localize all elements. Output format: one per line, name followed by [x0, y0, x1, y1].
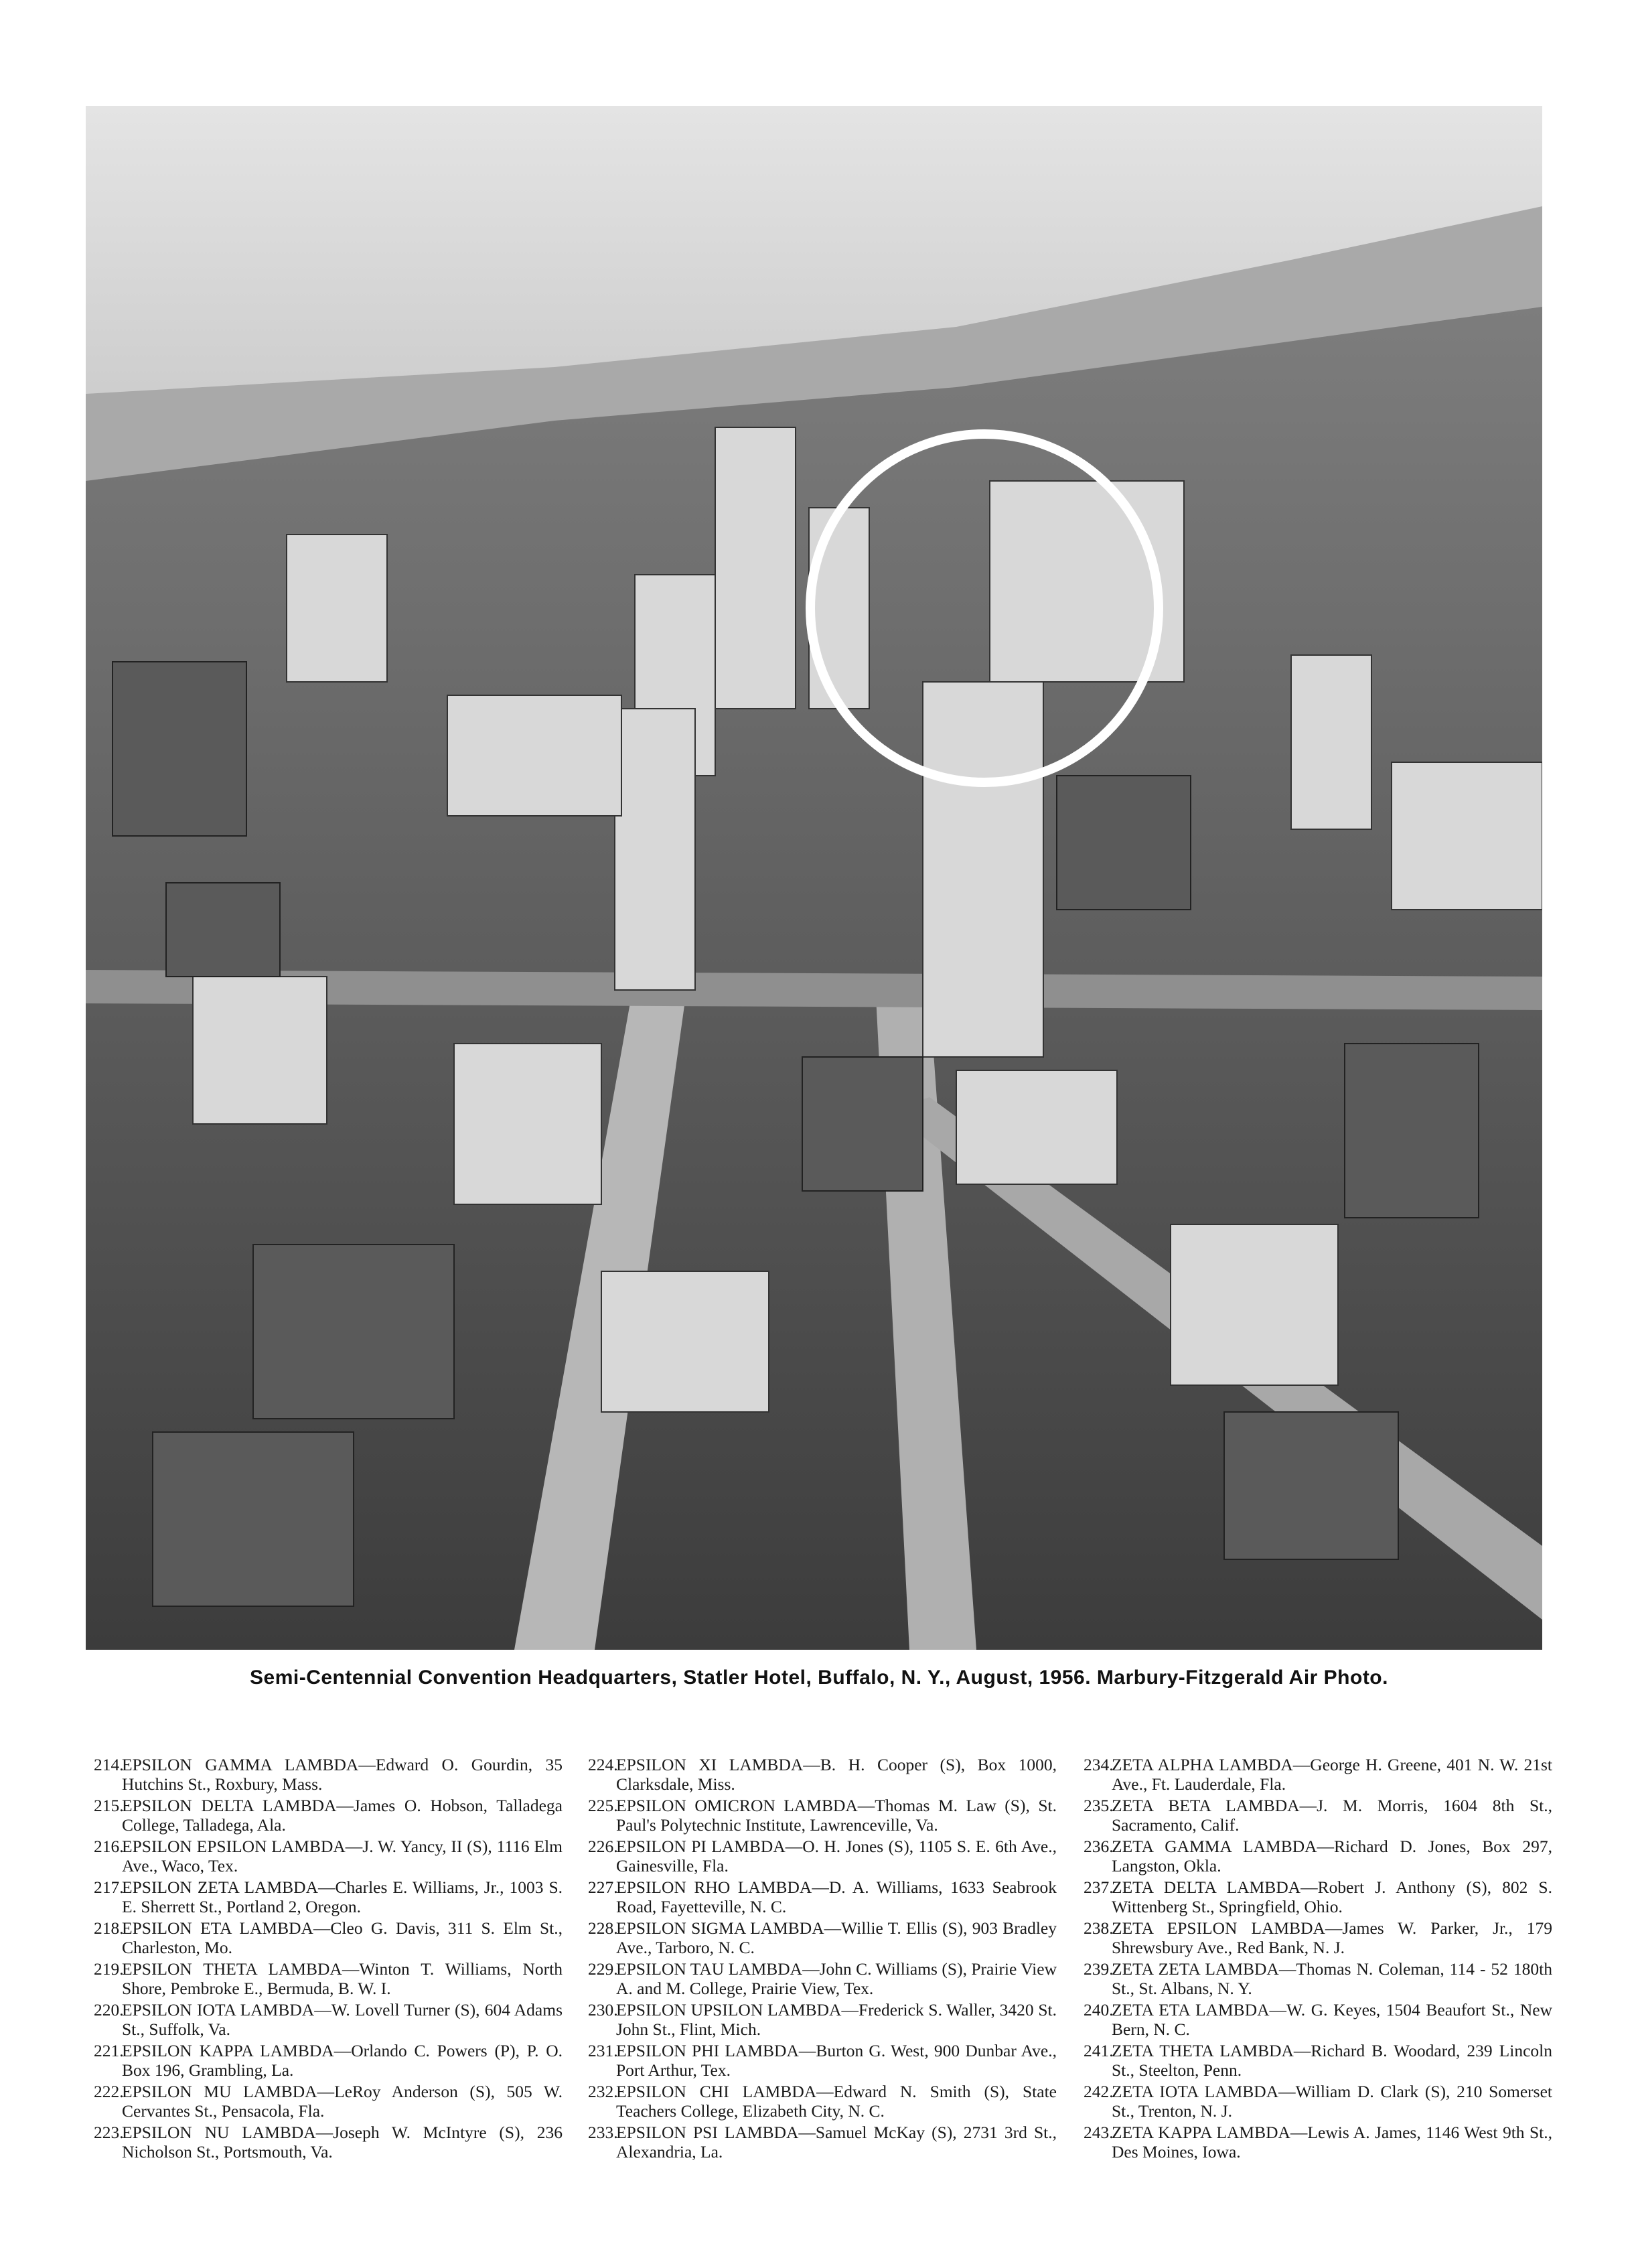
- directory-entry: [94, 2082, 563, 2121]
- entry-number: 234.: [1084, 1755, 1114, 1774]
- entry-text: EPSILON PSI LAMBDA—Samuel McKay (S), 2731 3rd St., Alexandria, La.: [616, 2123, 1057, 2161]
- aerial-photo-drawing: [86, 106, 1542, 1650]
- entry-text: ZETA THETA LAMBDA—Richard B. Woodard, 239 Lincoln St., Steelton, Penn.: [1112, 2041, 1552, 2080]
- entry-text: EPSILON ETA LAMBDA—Cleo G. Davis, 311 S. Elm St., Charleston, Mo.: [122, 1918, 563, 1957]
- entry-number: 227.: [588, 1877, 618, 1897]
- directory-entry: [1084, 1837, 1552, 1875]
- entry-number: 238.: [1084, 1918, 1114, 1938]
- entry-text: EPSILON KAPPA LAMBDA—Orlando C. Powers (P), P. O. Box 196, Grambling, La.: [122, 2041, 563, 2080]
- entry-text: ZETA EPSILON LAMBDA—James W. Parker, Jr., 179 Shrewsbury Ave., Red Bank, N. J.: [1112, 1918, 1552, 1957]
- directory-entry: [1084, 2123, 1552, 2161]
- directory-entry: [1084, 1755, 1552, 1794]
- entry-number: 236.: [1084, 1837, 1114, 1856]
- entry-number: 216.: [94, 1837, 124, 1856]
- entry-number: 221.: [94, 2041, 124, 2060]
- entry-number: 239.: [1084, 1959, 1114, 1979]
- entry-text: EPSILON CHI LAMBDA—Edward N. Smith (S), State Teachers College, Elizabeth City, N. C.: [616, 2082, 1057, 2121]
- entry-number: 215.: [94, 1796, 124, 1815]
- entry-number: 233.: [588, 2123, 618, 2142]
- directory-entry: [94, 1755, 563, 1794]
- directory-entry: [1084, 1796, 1552, 1835]
- directory-entry: [94, 1959, 563, 1998]
- entry-text: ZETA ALPHA LAMBDA—George H. Greene, 401 N. W. 21st Ave., Ft. Lauderdale, Fla.: [1112, 1755, 1552, 1794]
- entry-number: 226.: [588, 1837, 618, 1856]
- directory-entry: [588, 1755, 1057, 1794]
- directory-entry: [94, 2041, 563, 2080]
- entry-text: EPSILON ZETA LAMBDA—Charles E. Williams, Jr., 1003 S. E. Sherrett St., Portland 2, Oregon.: [122, 1877, 563, 1916]
- entry-text: EPSILON RHO LAMBDA—D. A. Williams, 1633 Seabrook Road, Fayetteville, N. C.: [616, 1877, 1057, 1916]
- entry-text: EPSILON IOTA LAMBDA—W. Lovell Turner (S), 604 Adams St., Suffolk, Va.: [122, 2000, 563, 2039]
- directory-entry: [1084, 1877, 1552, 1916]
- directory-entry: [588, 2041, 1057, 2080]
- entry-text: EPSILON UPSILON LAMBDA—Frederick S. Waller, 3420 St. John St., Flint, Mich.: [616, 2000, 1057, 2039]
- directory-entry: [1084, 2082, 1552, 2121]
- directory-entry: [588, 1837, 1057, 1875]
- entry-number: 222.: [94, 2082, 124, 2101]
- entry-text: EPSILON PHI LAMBDA—Burton G. West, 900 Dunbar Ave., Port Arthur, Tex.: [616, 2041, 1057, 2080]
- entry-text: EPSILON THETA LAMBDA—Winton T. Williams, North Shore, Pembroke E., Bermuda, B. W. I.: [122, 1959, 563, 1998]
- chapter-directory: [94, 1755, 1554, 2224]
- directory-entry: [588, 2123, 1057, 2161]
- entry-number: 232.: [588, 2082, 618, 2101]
- directory-entry: [94, 1837, 563, 1875]
- entry-number: 218.: [94, 1918, 124, 1938]
- directory-entry: [94, 2123, 563, 2161]
- directory-entry: [94, 1877, 563, 1916]
- entry-text: EPSILON SIGMA LAMBDA—Willie T. Ellis (S), 903 Bradley Ave., Tarboro, N. C.: [616, 1918, 1057, 1957]
- directory-entry: [588, 1959, 1057, 1998]
- directory-entry: [94, 1918, 563, 1957]
- entry-number: 231.: [588, 2041, 618, 2060]
- directory-entry: [1084, 1918, 1552, 1957]
- entry-number: 242.: [1084, 2082, 1114, 2101]
- directory-entry: [588, 2082, 1057, 2121]
- entry-number: 224.: [588, 1755, 618, 1774]
- entry-text: EPSILON TAU LAMBDA—John C. Williams (S), Prairie View A. and M. College, Prairie View, Tex.: [616, 1959, 1057, 1998]
- entry-text: ZETA IOTA LAMBDA—William D. Clark (S), 210 Somerset St., Trenton, N. J.: [1112, 2082, 1552, 2121]
- entry-text: EPSILON GAMMA LAMBDA—Edward O. Gourdin, 35 Hutchins St., Roxbury, Mass.: [122, 1755, 563, 1794]
- aerial-city-photo: [86, 106, 1542, 1650]
- entry-text: ZETA ETA LAMBDA—W. G. Keyes, 1504 Beaufort St., New Bern, N. C.: [1112, 2000, 1552, 2039]
- entry-number: 228.: [588, 1918, 618, 1938]
- entry-number: 219.: [94, 1959, 124, 1979]
- directory-entry: [1084, 2041, 1552, 2080]
- directory-column-3: [1084, 1755, 1552, 2164]
- directory-entry: [588, 1877, 1057, 1916]
- entry-number: 229.: [588, 1959, 618, 1979]
- directory-column-2: [588, 1755, 1057, 2164]
- entry-text: EPSILON EPSILON LAMBDA—J. W. Yancy, II (S), 1116 Elm Ave., Waco, Tex.: [122, 1837, 563, 1875]
- entry-text: EPSILON OMICRON LAMBDA—Thomas M. Law (S), St. Paul's Polytechnic Institute, Lawrenceville, Va.: [616, 1796, 1057, 1835]
- entry-number: 243.: [1084, 2123, 1114, 2142]
- entry-number: 240.: [1084, 2000, 1114, 2019]
- directory-column-1: [94, 1755, 563, 2164]
- entry-number: 237.: [1084, 1877, 1114, 1897]
- entry-number: 220.: [94, 2000, 124, 2019]
- entry-number: 225.: [588, 1796, 618, 1815]
- entry-text: ZETA KAPPA LAMBDA—Lewis A. James, 1146 West 9th St., Des Moines, Iowa.: [1112, 2123, 1552, 2161]
- entry-text: ZETA DELTA LAMBDA—Robert J. Anthony (S), 802 S. Wittenberg St., Springfield, Ohio.: [1112, 1877, 1552, 1916]
- entry-text: ZETA ZETA LAMBDA—Thomas N. Coleman, 114 - 52 180th St., St. Albans, N. Y.: [1112, 1959, 1552, 1998]
- directory-entry: [1084, 1959, 1552, 1998]
- directory-entry: [588, 1796, 1057, 1835]
- entry-text: EPSILON NU LAMBDA—Joseph W. McIntyre (S), 236 Nicholson St., Portsmouth, Va.: [122, 2123, 563, 2161]
- entry-text: EPSILON DELTA LAMBDA—James O. Hobson, Talladega College, Talladega, Ala.: [122, 1796, 563, 1835]
- entry-number: 230.: [588, 2000, 618, 2019]
- photo-caption: Semi-Centennial Convention Headquarters, Statler Hotel, Buffalo, N. Y., August, 1956. Marbury-Fitzgerald Air Photo.: [250, 1667, 1388, 1689]
- entry-number: 214.: [94, 1755, 124, 1774]
- entry-text: EPSILON XI LAMBDA—B. H. Cooper (S), Box 1000, Clarksdale, Miss.: [616, 1755, 1057, 1794]
- directory-entry: [588, 2000, 1057, 2039]
- directory-entry: [94, 1796, 563, 1835]
- directory-entry: [94, 2000, 563, 2039]
- entry-number: 235.: [1084, 1796, 1114, 1815]
- entry-number: 223.: [94, 2123, 124, 2142]
- entry-text: EPSILON PI LAMBDA—O. H. Jones (S), 1105 S. E. 6th Ave., Gainesville, Fla.: [616, 1837, 1057, 1875]
- entry-text: ZETA GAMMA LAMBDA—Richard D. Jones, Box 297, Langston, Okla.: [1112, 1837, 1552, 1875]
- entry-number: 217.: [94, 1877, 124, 1897]
- entry-text: ZETA BETA LAMBDA—J. M. Morris, 1604 8th St., Sacramento, Calif.: [1112, 1796, 1552, 1835]
- directory-entry: [588, 1918, 1057, 1957]
- entry-number: 241.: [1084, 2041, 1114, 2060]
- entry-text: EPSILON MU LAMBDA—LeRoy Anderson (S), 505 W. Cervantes St., Pensacola, Fla.: [122, 2082, 563, 2121]
- directory-entry: [1084, 2000, 1552, 2039]
